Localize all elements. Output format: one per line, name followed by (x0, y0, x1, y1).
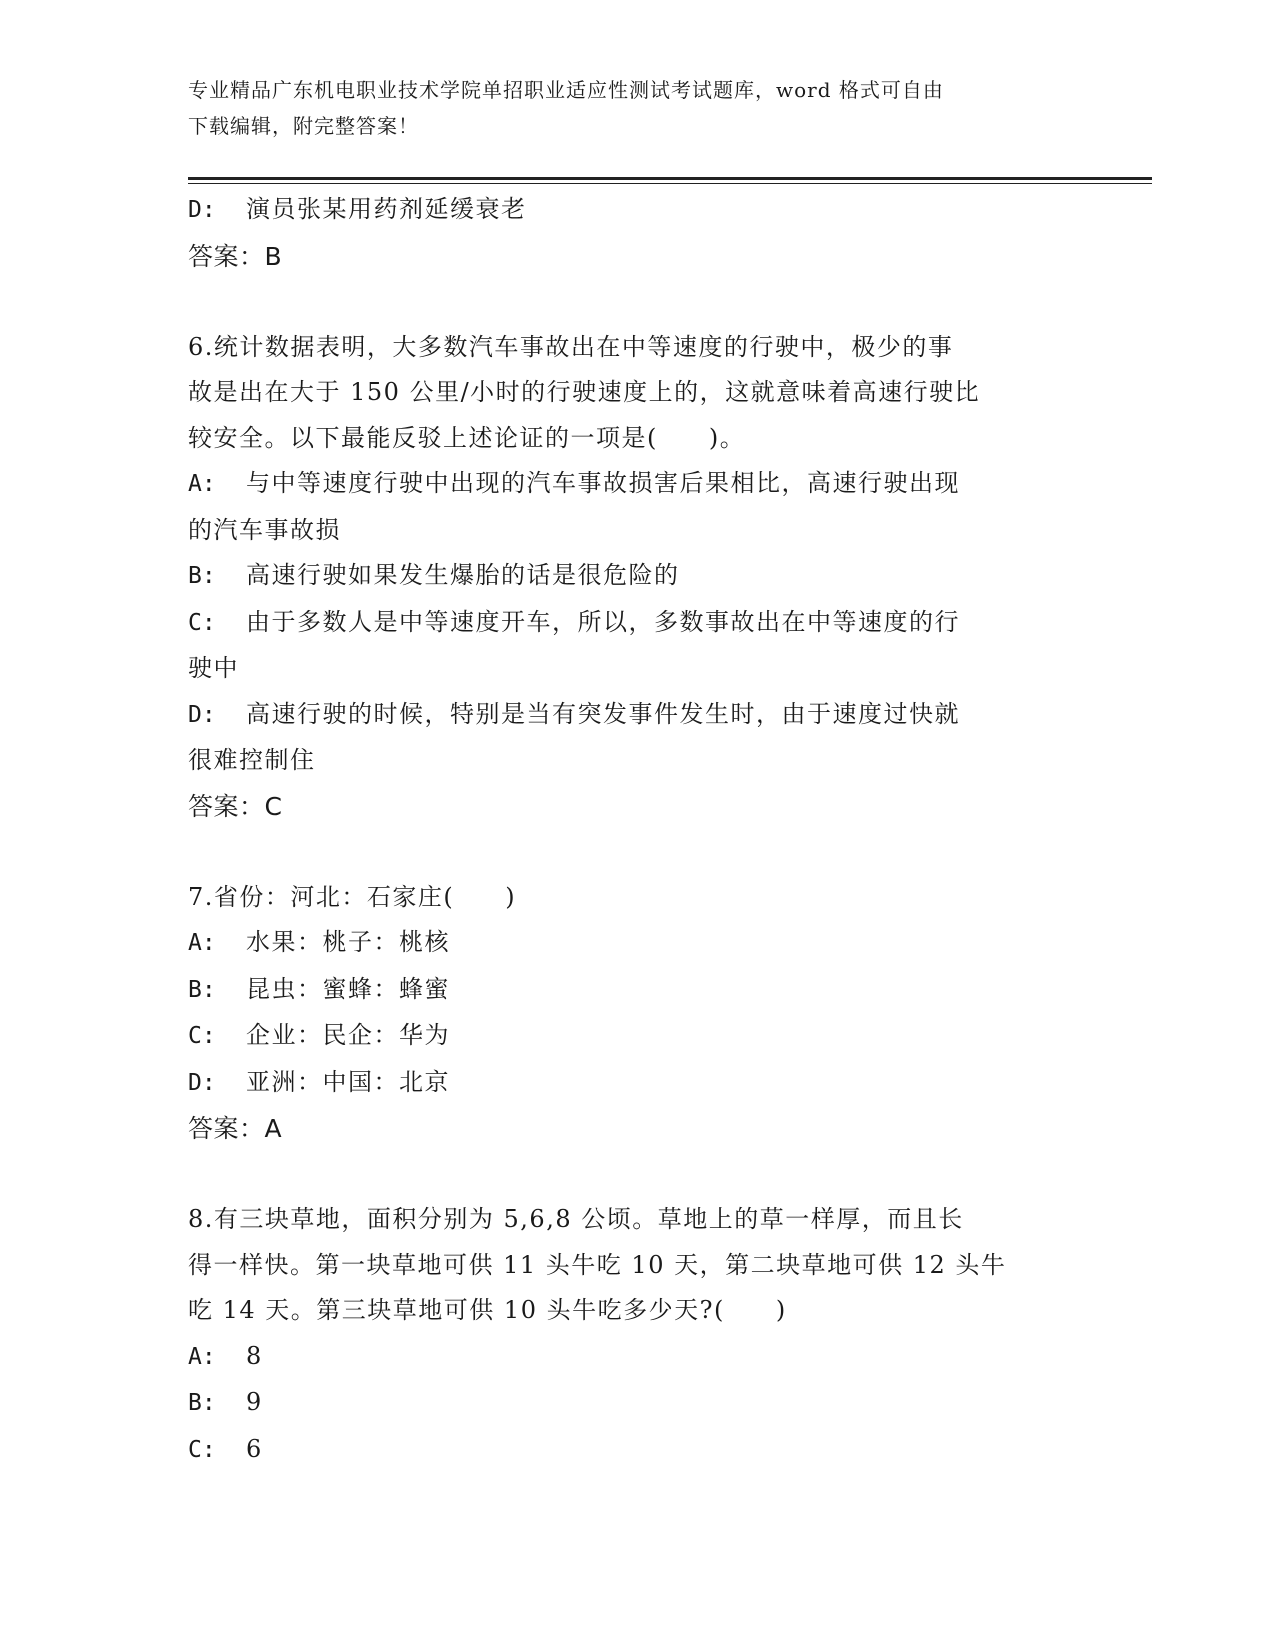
prev-option-d (188, 187, 1088, 234)
q7-option-b (188, 967, 1088, 1014)
question-content (188, 187, 1088, 1473)
q6-option-d (188, 692, 1088, 739)
option-letter: C: (188, 1436, 216, 1463)
q7-option-d (188, 1060, 1088, 1107)
q7-answer: 答案：A (188, 1114, 283, 1143)
option-text: 高速行驶如果发生爆胎的话是很危险的 (246, 561, 680, 589)
option-text: 亚洲：中国：北京 (246, 1067, 450, 1096)
option-letter: D: (188, 1069, 216, 1096)
option-letter: C: (188, 609, 216, 636)
option-text: 与中等速度行驶中出现的汽车事故损害后果相比，高速行驶出现 (246, 469, 960, 497)
spacer (188, 279, 1088, 325)
option-text: 演员张某用药剂延缓衰老 (246, 195, 527, 223)
q6-answer: 答案：C (188, 791, 283, 821)
q7-option-a (188, 920, 1088, 967)
q8-stem-line-2: 得一样快。第一块草地可供 11 头牛吃 10 天，第二块草地可供 12 头牛 (188, 1250, 1007, 1279)
q6-option-a-cont: 的汽车事故损 (188, 515, 341, 544)
q8-option-c (188, 1427, 1088, 1474)
option-letter: A: (188, 471, 216, 497)
option-letter: A: (188, 1343, 216, 1370)
option-text: 6 (246, 1434, 263, 1463)
header-rule-thin (188, 183, 1152, 184)
header-line-1: 专业精品广东机电职业技术学院单招职业适应性测试考试题库，word 格式可自由 (188, 78, 944, 102)
option-text: 企业：民企：华为 (246, 1021, 450, 1049)
q8-stem-line-3: 吃 14 天。第三块草地可供 10 头牛吃多少天?( ) (188, 1296, 787, 1324)
q6-stem-line-2: 故是出在大于 150 公里/小时的行驶速度上的，这就意味着高速行驶比 (188, 378, 981, 406)
q6-option-c-cont: 驶中 (188, 654, 239, 682)
option-letter: D: (188, 701, 216, 728)
q6-option-c (188, 600, 1088, 647)
q6-option-a (188, 461, 1088, 508)
option-text: 昆虫：蜜蜂：蜂蜜 (246, 974, 450, 1003)
option-text: 水果：桃子：桃核 (246, 928, 450, 956)
prev-answer: 答案：B (188, 241, 283, 271)
option-letter: D: (188, 197, 216, 223)
q7-stem: 7.省份：河北：石家庄( ) (188, 882, 517, 911)
option-text: 8 (246, 1341, 263, 1370)
spacer (188, 1152, 1088, 1198)
q8-option-b (188, 1380, 1088, 1427)
option-letter: B: (188, 563, 216, 589)
header-line-2: 下载编辑，附完整答案！ (188, 114, 419, 138)
spacer (188, 829, 1088, 875)
q7-option-c (188, 1013, 1088, 1060)
option-text: 9 (246, 1388, 263, 1416)
q6-option-b (188, 553, 1088, 600)
option-letter: B: (188, 1390, 216, 1416)
option-text: 高速行驶的时候，特别是当有突发事件发生时，由于速度过快就 (246, 699, 960, 728)
option-text: 由于多数人是中等速度开车，所以，多数事故出在中等速度的行 (246, 607, 960, 636)
option-letter: C: (188, 1023, 216, 1049)
q8-option-a (188, 1334, 1088, 1381)
page-header (188, 72, 1088, 144)
header-rule-thick (188, 177, 1152, 180)
option-letter: B: (188, 976, 216, 1003)
q6-option-d-cont: 很难控制住 (188, 746, 316, 774)
q6-stem-line-3: 较安全。以下最能反驳上述论证的一项是( )。 (188, 423, 746, 452)
option-letter: A: (188, 930, 216, 956)
q8-stem-line-1: 8.有三块草地，面积分别为 5,6,8 公顷。草地上的草一样厚，而且长 (188, 1205, 964, 1233)
q6-stem-line-1: 6.统计数据表明，大多数汽车事故出在中等速度的行驶中，极少的事 (188, 332, 954, 361)
